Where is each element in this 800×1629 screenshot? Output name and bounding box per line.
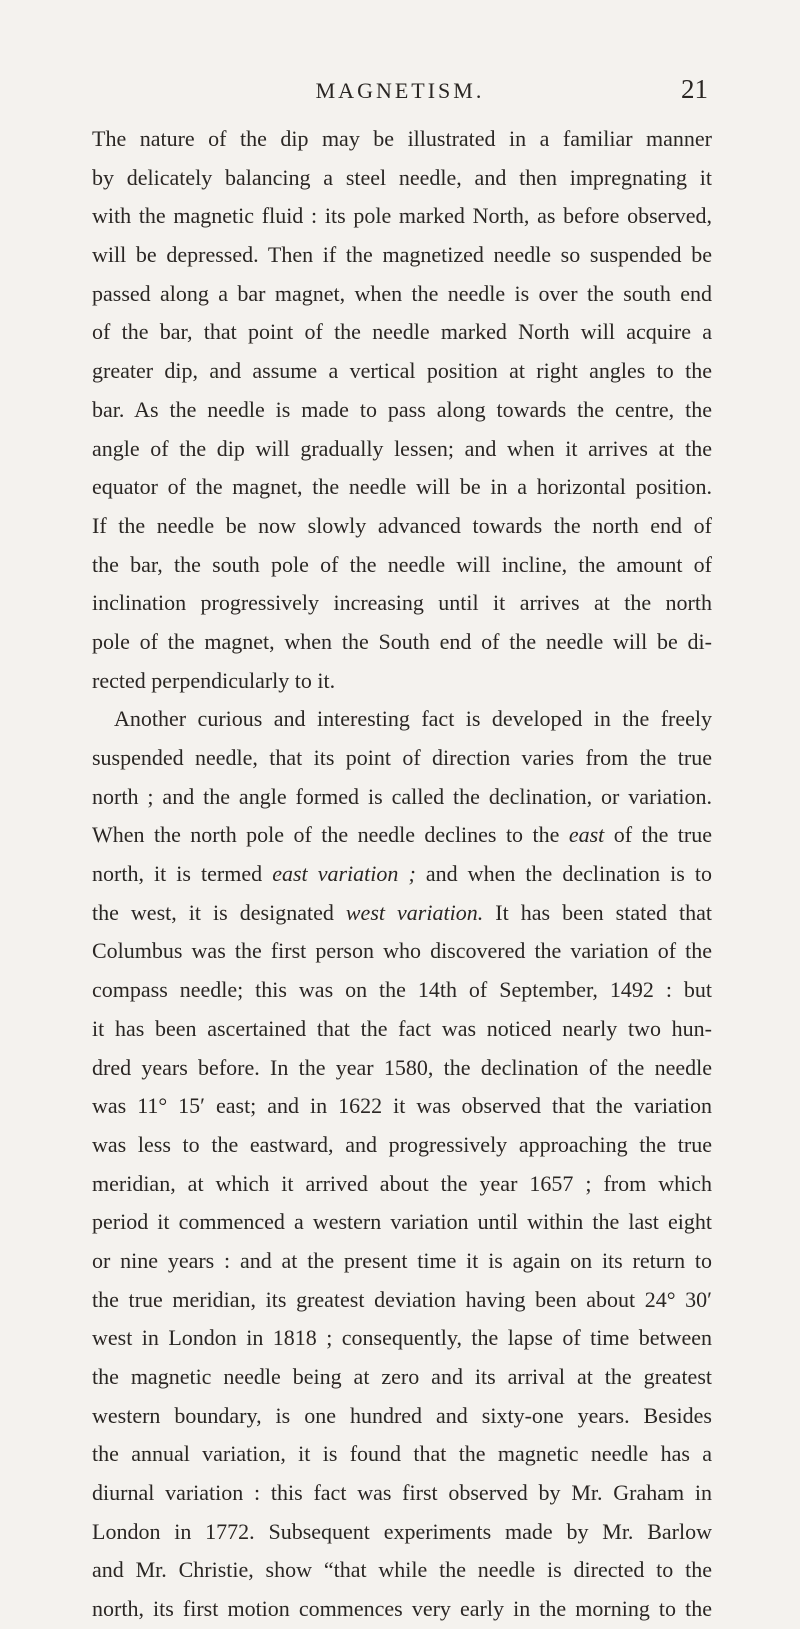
text-line: London in 1772. Subsequent experiments made by Mr. Barlow — [92, 1518, 712, 1544]
text-line: the magnetic needle being at zero and its arrival at the greatest — [92, 1364, 712, 1389]
text-line: rected perpendicularly to it. — [92, 667, 336, 693]
text-line: the bar, the south pole of the needle will incline, the amount of — [92, 551, 712, 577]
text-line: was less to the eastward, and progressively approaching the true — [92, 1131, 712, 1157]
text-line: it has been ascertained that the fact was noticed nearly two hun- — [92, 1015, 712, 1041]
text-line: pole of the magnet, when the South end of the needle will be di- — [92, 628, 712, 654]
text-line: by delicately balancing a steel needle, and then impregnating it — [92, 164, 712, 190]
text-line: period it commenced a western variation until within the last eight — [92, 1209, 712, 1235]
text-line: compass needle; this was on the 14th of September, 1492 : but — [92, 977, 712, 1003]
text-line: inclination progressively increasing until it arrives at the north — [92, 590, 712, 616]
page-number: 21 — [681, 74, 708, 104]
body-text — [92, 120, 712, 1629]
text-line: equator of the magnet, the needle will be in a horizontal position. — [92, 474, 712, 500]
text-line: passed along a bar magnet, when the needle is over the south end — [92, 280, 712, 306]
text-line: Columbus was the first person who discovered the variation of the — [92, 938, 712, 964]
text-line: and Mr. Christie, show “that while the needle is directed to the — [92, 1557, 712, 1583]
text-line: The nature of the dip may be illustrated in a familiar manner — [92, 126, 712, 151]
text-line: or nine years : and at the present time it is again on its return to — [92, 1247, 712, 1273]
text-run: When the north pole of the needle declines to the — [92, 822, 569, 848]
italic-term: east — [568, 822, 605, 848]
text-line: diurnal variation : this fact was first observed by Mr. Graham in — [92, 1480, 712, 1506]
text-line — [92, 894, 712, 933]
text-line: west in London in 1818 ; consequently, the lapse of time between — [92, 1325, 712, 1351]
text-line: bar. As the needle is made to pass along towards the centre, the — [92, 396, 712, 422]
text-run: north, it is termed — [92, 861, 273, 887]
text-line: north ; and the angle formed is called the declination, or variation. — [92, 783, 712, 809]
text-line: north, its first motion commences very early in the morning to the — [92, 1596, 712, 1622]
text-line: angle of the dip will gradually lessen; and when it arrives at the — [92, 435, 712, 461]
text-run: It has been stated that — [483, 899, 712, 925]
text-run: of the true — [604, 822, 712, 848]
italic-term: west variation. — [345, 899, 484, 925]
text-line: suspended needle, that its point of direction varies from the true — [92, 745, 712, 770]
text-run: and when the declination is to — [415, 861, 713, 887]
text-line: of the bar, that point of the needle marked North will acquire a — [92, 319, 712, 345]
page-header — [0, 76, 800, 110]
text-line: the annual variation, it is found that the magnetic needle has a — [92, 1441, 712, 1467]
text-line: dred years before. In the year 1580, the declination of the needle — [92, 1054, 712, 1080]
text-line: Another curious and interesting fact is developed in the freely — [114, 706, 712, 732]
text-line: meridian, at which it arrived about the year 1657 ; from which — [92, 1170, 712, 1196]
text-line: the true meridian, its greatest deviation having been about 24° 30′ — [92, 1286, 712, 1312]
text-line — [92, 816, 712, 855]
italic-term: east variation ; — [272, 861, 416, 887]
text-line: was 11° 15′ east; and in 1622 it was observed that the variation — [92, 1093, 712, 1119]
text-line: with the magnetic fluid : its pole marked North, as before observed, — [92, 203, 712, 229]
text-line — [92, 855, 712, 894]
text-line: will be depressed. Then if the magnetized needle so suspended be — [92, 242, 712, 268]
text-line: If the needle be now slowly advanced towards the north end of — [92, 512, 712, 538]
running-title: MAGNETISM. — [315, 78, 485, 103]
text-line: western boundary, is one hundred and sixty-one years. Besides — [92, 1402, 712, 1428]
text-run: the west, it is designated — [92, 899, 346, 925]
text-line: greater dip, and assume a vertical position at right angles to the — [92, 358, 712, 384]
